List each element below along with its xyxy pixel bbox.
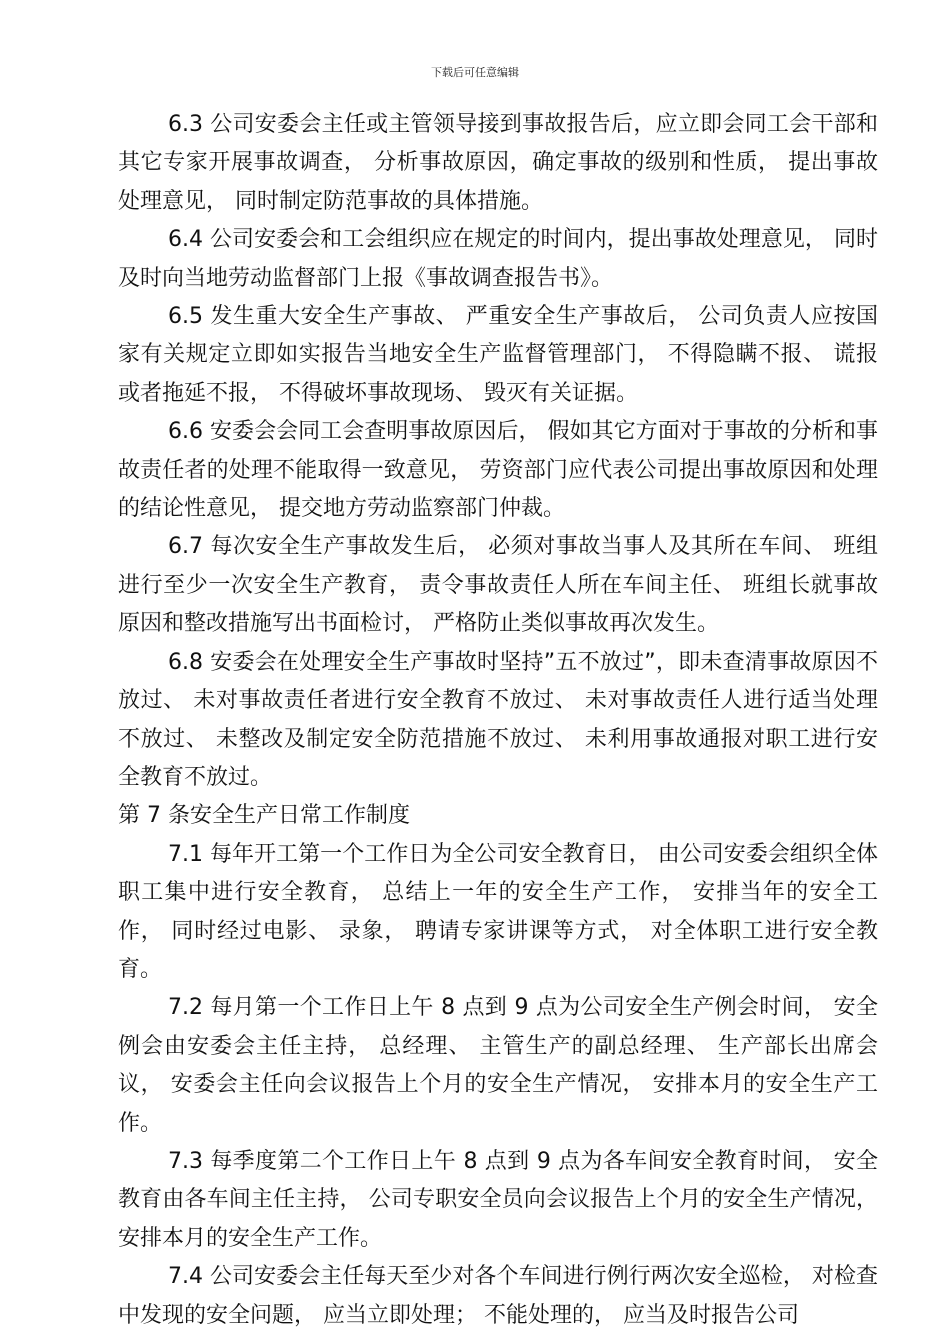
- paragraph-6-6: 6.6 安委会会同工会查明事故原因后， 假如其它方面对于事故的分析和事故责任者的处理不能取得一致意见， 劳资部门应代表公司提出事故原因和处理的结论性意见， 提交地方劳动监察部门仲裁。: [118, 419, 878, 522]
- paragraph-7-1: 7.1 每年开工第一个工作日为全公司安全教育日， 由公司安委会组织全体职工集中进行安全教育， 总结上一年的安全生产工作， 安排当年的安全工作， 同时经过电影、 录象， 聘请专家讲课等方式， 对全体职工进行安全教育。: [118, 841, 878, 982]
- paragraph-6-5: 6.5 发生重大安全生产事故、 严重安全生产事故后， 公司负责人应按国家有关规定立即如实报告当地安全生产监督管理部门， 不得隐瞒不报、 谎报或者拖延不报， 不得破坏事故现场、 毁灭有关证据。: [118, 304, 878, 406]
- paragraph-6-3: 6.3 公司安委会主任或主管领导接到事故报告后，应立即会同工会干部和其它专家开展事故调查， 分析事故原因，确定事故的级别和性质， 提出事故处理意见， 同时制定防范事故的具体措施。: [118, 112, 878, 214]
- page-header: 下载后可任意编辑: [431, 66, 519, 79]
- paragraph-7-4: 7.4 公司安委会主任每天至少对各个车间进行例行两次安全巡检， 对检查中发现的安全问题， 应当立即处理； 不能处理的， 应当及时报告公司: [118, 1264, 878, 1328]
- paragraph-6-7: 6.7 每次安全生产事故发生后， 必须对事故当事人及其所在车间、 班组进行至少一次安全生产教育， 责令事故责任人所在车间主任、 班组长就事故原因和整改措施写出书面检讨， 严格防止类似事故再次发生。: [118, 534, 878, 637]
- paragraph-7-2: 7.2 每月第一个工作日上午 8 点到 9 点为公司安全生产例会时间， 安全例会由安委会主任主持， 总经理、 主管生产的副总经理、 生产部长出席会议， 安委会主任向会议报告上个月的安全生产情况， 安排本月的安全生产工作。: [118, 995, 878, 1136]
- paragraph-6-4: 6.4 公司安委会和工会组织应在规定的时间内，提出事故处理意见， 同时及时向当地劳动监督部门上报《事故调查报告书》。: [118, 227, 878, 291]
- section-heading-7: 第 7 条安全生产日常工作制度: [118, 803, 410, 829]
- document-body: [118, 106, 878, 1335]
- paragraph-6-8: 6.8 安委会在处理安全生产事故时坚持”五不放过”，即未查清事故原因不放过、 未对事故责任者进行安全教育不放过、 未对事故责任人进行适当处理不放过、 未整改及制定安全防范措施不放过、 未利用事故通报对职工进行安全教育不放过。: [118, 649, 878, 790]
- paragraph-7-3: 7.3 每季度第二个工作日上午 8 点到 9 点为各车间安全教育时间， 安全教育由各车间主任主持， 公司专职安全员向会议报告上个月的安全生产情况， 安排本月的安全生产工作。: [118, 1148, 878, 1251]
